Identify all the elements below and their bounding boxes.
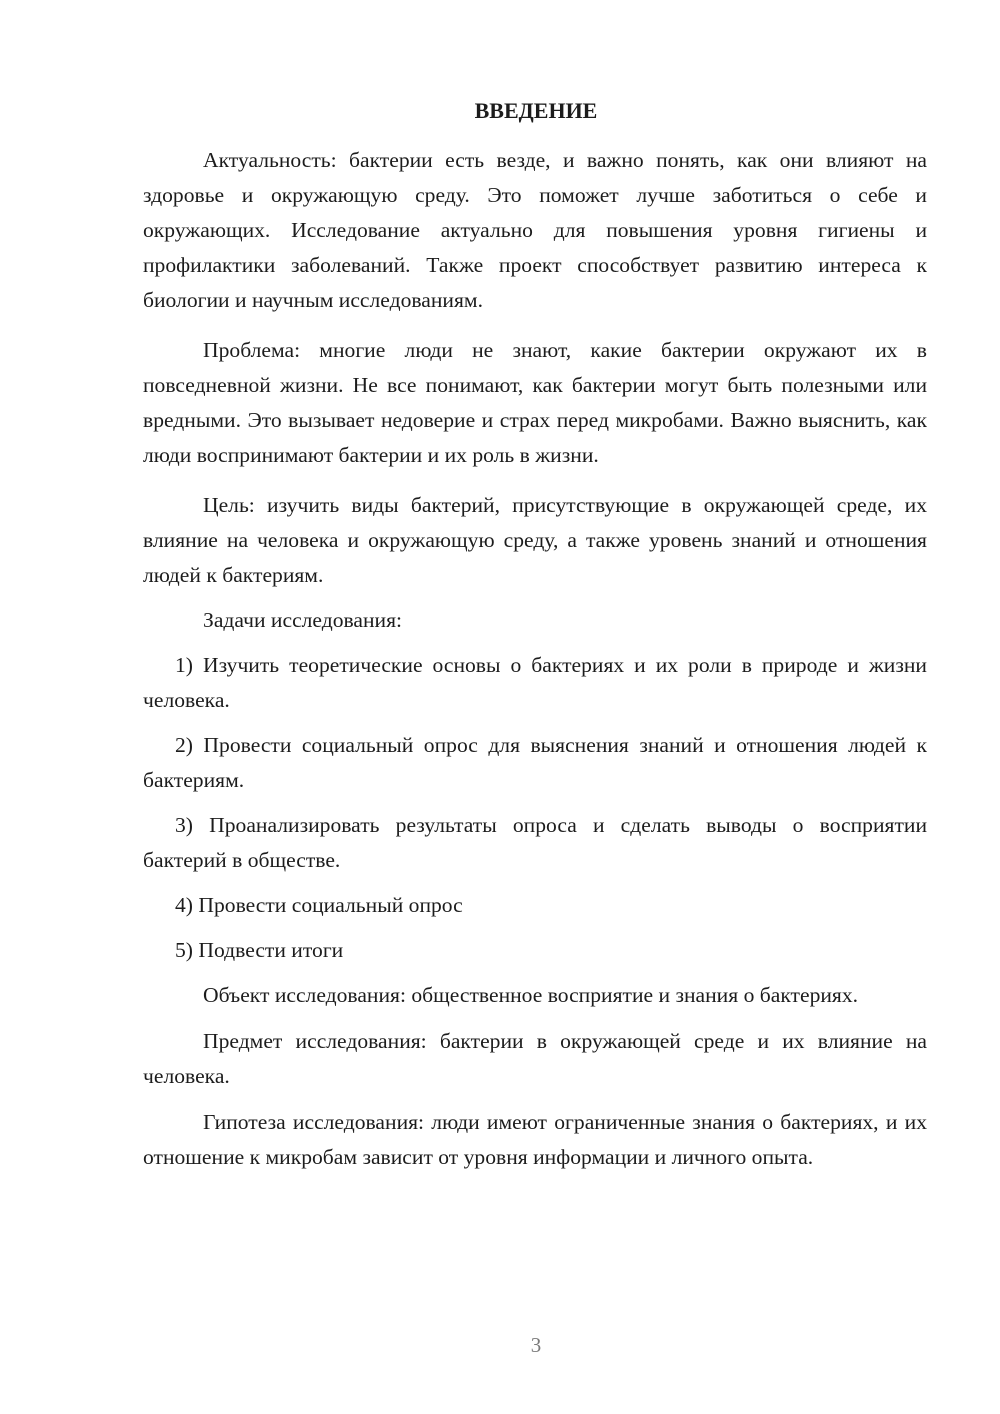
paragraph-subject: Предмет исследования: бактерии в окружающей среде и их влияние на человека. bbox=[143, 1029, 927, 1088]
paragraph-object: Объект исследования: общественное восприятие и знания о бактериях. bbox=[203, 983, 859, 1007]
section-heading: ВВЕДЕНИЕ bbox=[474, 98, 598, 123]
task-item-3: 3) Проанализировать результаты опроса и сделать выводы о восприятии бактерий в обществе. bbox=[143, 813, 927, 872]
page-number: 3 bbox=[530, 1333, 542, 1357]
task-item-1: 1) Изучить теоретические основы о бактериях и их роли в природе и жизни человека. bbox=[143, 653, 927, 712]
paragraph-problem: Проблема: многие люди не знают, какие бактерии окружают их в повседневной жизни. Не все понимают, как бактерии могут быть полезными или вредными. Это вызывает недоверие и страх перед микробами. Важно выяснить, как люди воспринимают бактерии и их роль в жизни. bbox=[143, 338, 927, 467]
task-item-5: 5) Подвести итоги bbox=[175, 938, 344, 962]
paragraph-goal: Цель: изучить виды бактерий, присутствующие в окружающей среде, их влияние на человека и окружающую среду, а также уровень знаний и отношения людей к бактериям. bbox=[143, 493, 927, 587]
paragraph-tasks-label: Задачи исследования: bbox=[203, 608, 403, 632]
document-body bbox=[143, 143, 927, 1175]
paragraph-hypothesis: Гипотеза исследования: люди имеют ограниченные знания о бактериях, и их отношение к микробам зависит от уровня информации и личного опыта. bbox=[143, 1110, 927, 1169]
task-item-4: 4) Провести социальный опрос bbox=[175, 893, 463, 917]
paragraph-relevance: Актуальность: бактерии есть везде, и важно понять, как они влияют на здоровье и окружающую среду. Это поможет лучше заботиться о себе и окружающих. Исследование актуально для повышения уровня гигиены и профилактики заболеваний. Также проект способствует развитию интереса к биологии и научным исследованиям. bbox=[143, 148, 927, 312]
task-item-2: 2) Провести социальный опрос для выяснения знаний и отношения людей к бактериям. bbox=[143, 733, 927, 792]
